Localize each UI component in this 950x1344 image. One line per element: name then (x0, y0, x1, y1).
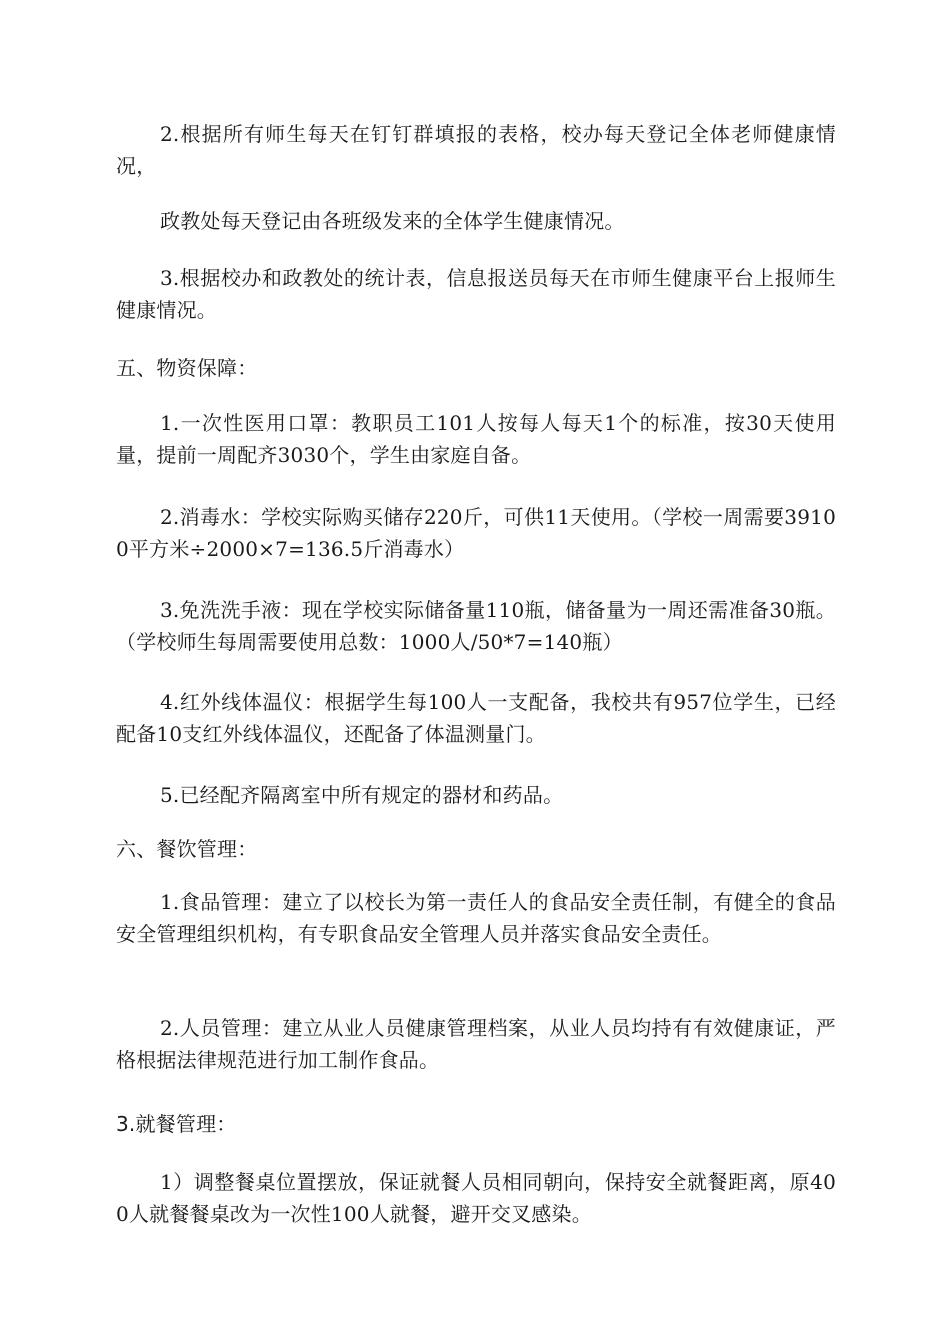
paragraph-hand-sanitizer: 3.免洗洗手液：现在学校实际储备量110瓶，储备量为一周还需准备30瓶。（学校师生每周需要使用总数：1000人/50*7=140瓶） (116, 598, 836, 654)
paragraph-isolation-room: 5.已经配齐隔离室中所有规定的器材和药品。 (160, 783, 564, 807)
paragraph-disinfectant: 2.消毒水：学校实际购买储存220斤，可供11天使用。（学校一周需要39100平方米÷2000×7=136.5斤消毒水） (116, 505, 836, 561)
paragraph-health-form: 2.根据所有师生每天在钉钉群填报的表格，校办每天登记全体老师健康情况， (116, 122, 836, 178)
paragraph-food-management: 1.食品管理：建立了以校长为第一责任人的食品安全责任制，有健全的食品安全管理组织机构，有专职食品安全管理人员并落实食品安全责任。 (116, 890, 836, 946)
section-heading-supplies: 五、物资保障： (116, 356, 258, 380)
paragraph-staff-management: 2.人员管理：建立从业人员健康管理档案，从业人员均持有有效健康证，严格根据法律规范进行加工制作食品。 (116, 1016, 836, 1072)
section-heading-catering: 六、餐饮管理： (116, 837, 258, 861)
paragraph-masks: 1.一次性医用口罩：教职员工101人按每人每天1个的标准，按30天使用量，提前一周配齐3030个，学生由家庭自备。 (116, 411, 836, 467)
subheading-dining-management: 3.就餐管理： (116, 1112, 237, 1136)
paragraph-politics-office: 政教处每天登记由各班级发来的全体学生健康情况。 (160, 209, 625, 233)
paragraph-report-platform: 3.根据校办和政教处的统计表，信息报送员每天在市师生健康平台上报师生健康情况。 (116, 266, 836, 322)
paragraph-thermometer: 4.红外线体温仪：根据学生每100人一支配备，我校共有957位学生，已经配备10支红外线体温仪，还配备了体温测量门。 (116, 690, 836, 746)
paragraph-table-arrangement: 1）调整餐桌位置摆放，保证就餐人员相同朝向，保持安全就餐距离，原400人就餐餐桌改为一次性100人就餐，避开交叉感染。 (116, 1170, 836, 1226)
